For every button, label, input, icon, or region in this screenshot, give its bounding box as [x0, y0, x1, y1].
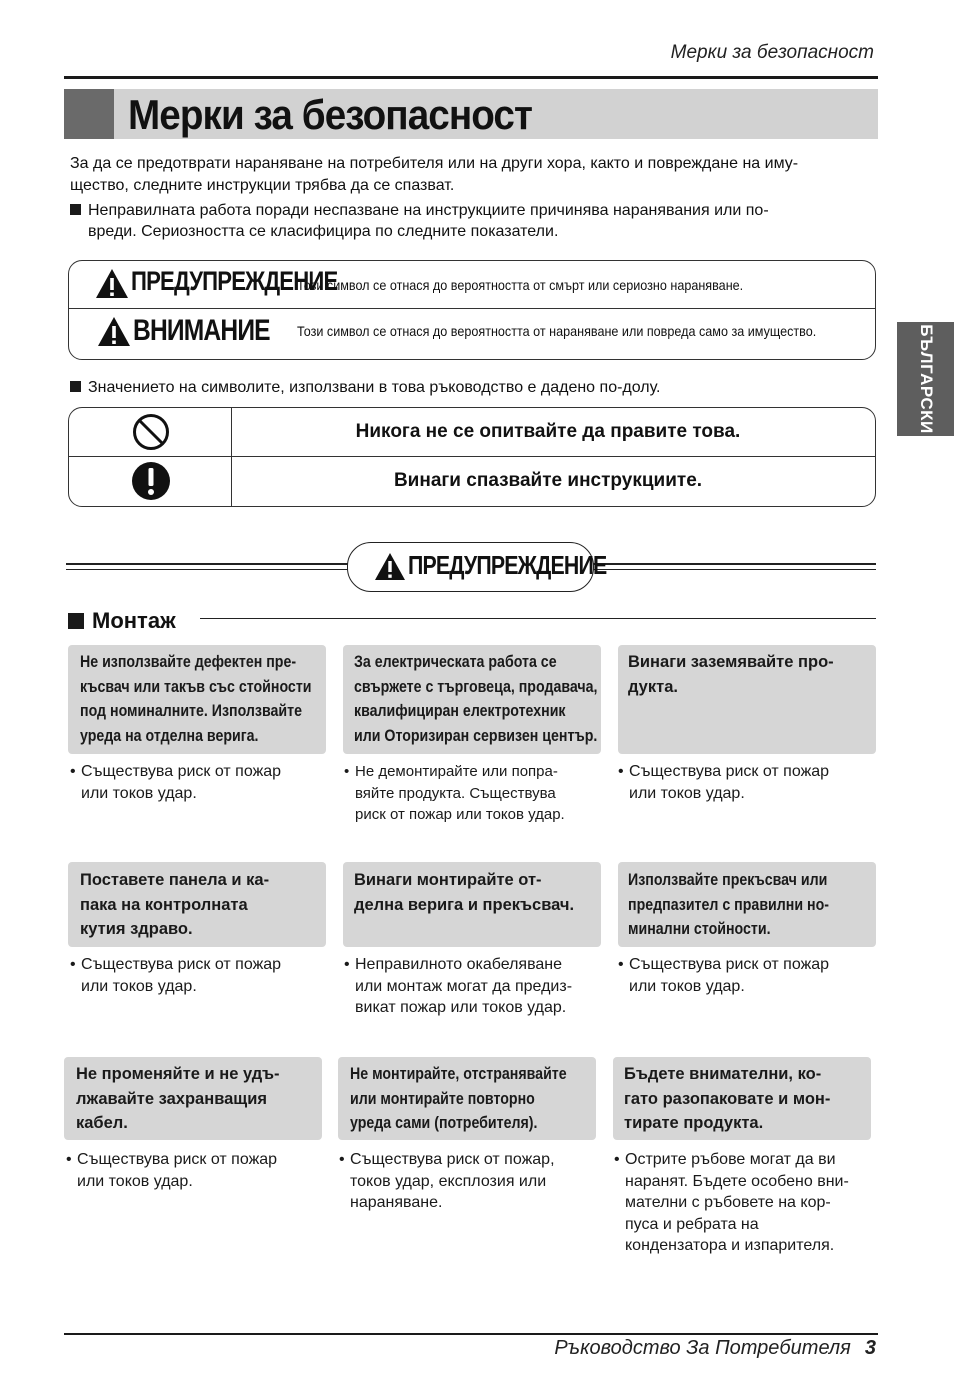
- card-body-line: или монтаж могат да предиз-: [355, 977, 573, 995]
- card-body-line: мателни с ръбовете на кор-: [625, 1194, 831, 1211]
- card-heading-line: Не променяйте и не удъ-: [76, 1065, 280, 1083]
- card-heading-line: минални стойности.: [628, 920, 771, 938]
- card-body: [614, 1149, 849, 1257]
- card-heading-line: късвач или такъв със стойности: [80, 677, 312, 696]
- card-heading: [350, 1062, 599, 1136]
- caution-triangle-icon: [97, 316, 131, 347]
- warning-description: Този символ се отнася до вероятността от смърт или сериозно нараняване.: [297, 277, 744, 293]
- card-heading: [624, 1062, 830, 1136]
- card-heading: [80, 650, 329, 748]
- card-heading-line: За електрическата работа се: [354, 653, 557, 671]
- card-heading-line: Не използвайте дефектен пре-: [80, 653, 297, 671]
- square-bullet-icon: [70, 204, 81, 215]
- card-body-line: Съществува риск от пожар: [81, 763, 282, 780]
- card-body-line: риск от пожар или токов удар.: [355, 806, 565, 823]
- card-heading-line: кутия здраво.: [80, 920, 193, 938]
- card-heading-line: Винаги заземявайте про-: [628, 653, 834, 671]
- card-heading-line: кабел.: [76, 1114, 128, 1132]
- card-heading-line: под номиналните. Използвайте: [80, 702, 302, 720]
- card-heading: [628, 650, 834, 699]
- card-heading-line: гато разопаковате и мон-: [624, 1089, 831, 1108]
- page-title: Мерки за безопасност: [128, 91, 533, 138]
- symbols-intro-text: Значението на символите, използвани в това ръководство е дадено по-долу.: [88, 379, 661, 396]
- intro-paragraph: [70, 153, 870, 197]
- symbol-meaning-never: Никога не се опитвайте да правите това.: [355, 421, 741, 442]
- card-body: [618, 761, 830, 804]
- banner-line-right: [592, 569, 876, 570]
- card-body-line: пуса и ребрата на: [625, 1215, 759, 1233]
- card-heading: [354, 650, 603, 748]
- card-heading: [76, 1062, 280, 1136]
- caution-label: ВНИМАНИЕ: [133, 314, 270, 347]
- card-heading-line: пака на контролната: [80, 895, 248, 914]
- card-body: [339, 1149, 555, 1214]
- prohibition-icon: [131, 412, 171, 452]
- severity-note-line: вреди. Сериозността се класифицира по следните показатели.: [88, 223, 559, 240]
- symbols-intro: [70, 377, 870, 398]
- warning-triangle-icon: [374, 552, 406, 581]
- card-heading-line: квалифициран електротехник: [354, 702, 566, 720]
- section-title: Монтаж: [92, 608, 176, 633]
- legend-divider: [69, 308, 875, 309]
- card-heading-line: или монтирайте повторно: [350, 1089, 535, 1108]
- bullet-dot-icon: •: [618, 956, 624, 973]
- card-body-line: Съществува риск от пожар: [629, 763, 830, 780]
- bullet-dot-icon: •: [70, 956, 76, 973]
- card-body: [70, 954, 282, 997]
- card-body-line: викат пожар или токов удар.: [355, 999, 567, 1016]
- card-body-line: вяйте продукта. Съществува: [355, 784, 556, 802]
- card-body-line: Съществува риск от пожар,: [350, 1151, 555, 1168]
- card-heading-line: уреда сами (потребителя).: [350, 1114, 538, 1132]
- card-body: [618, 954, 830, 997]
- title-accent-block: [64, 89, 114, 139]
- card-heading-line: Бъдете внимателни, ко-: [624, 1065, 822, 1083]
- footer-title: Ръководство За Потребителя: [554, 1337, 851, 1359]
- card-body-line: Съществува риск от пожар: [77, 1151, 278, 1168]
- card-body-line: Съществува риск от пожар: [629, 956, 830, 973]
- card-body-line: или токов удар.: [81, 784, 197, 802]
- banner-line-right: [592, 563, 876, 565]
- warning-triangle-icon: [95, 268, 129, 299]
- card-body-line: или токов удар.: [81, 977, 197, 995]
- card-body-line: кондензатора и изпарителя.: [625, 1237, 835, 1254]
- card-body: [344, 954, 573, 1019]
- bullet-dot-icon: •: [66, 1151, 72, 1168]
- bullet-dot-icon: •: [344, 763, 350, 780]
- square-bullet-icon: [70, 381, 81, 392]
- card-body-line: токов удар, експлозия или: [350, 1172, 547, 1190]
- caution-description: Този символ се отнася до вероятността от нараняване или повреда само за имущество.: [297, 323, 817, 339]
- card-heading-line: Използвайте прекъсвач или: [628, 871, 828, 889]
- card-body-line: Съществува риск от пожар: [81, 956, 282, 973]
- card-heading-line: Поставете панела и ка-: [80, 871, 270, 889]
- card-heading-line: делна верига и прекъсвач.: [354, 895, 575, 914]
- symbol-meaning-always: Винаги спазвайте инструкциите.: [393, 470, 703, 491]
- card-heading-line: уреда на отделна верига.: [80, 726, 259, 745]
- card-body: [66, 1149, 278, 1192]
- severity-note: [70, 200, 870, 242]
- card-body: [344, 761, 565, 826]
- card-body-line: или токов удар.: [629, 784, 745, 802]
- card-heading-line: или Оторизиран сервизен център.: [354, 726, 598, 745]
- card-heading-line: лжавайте захранващия: [76, 1089, 267, 1108]
- card-body-line: Не демонтирайте или попра-: [355, 763, 558, 780]
- header-rule: [64, 76, 878, 79]
- language-tab-label: БЪЛГАРСКИ: [917, 324, 936, 434]
- warning-banner-label: ПРЕДУПРЕЖДЕНИЕ: [408, 550, 607, 580]
- intro-line: За да се предотврати нараняване на потребителя или на други хора, както и повреждане на иму-: [70, 155, 799, 172]
- card-heading: [628, 868, 877, 942]
- card-heading: [80, 868, 269, 942]
- exclamation-icon: [131, 461, 171, 501]
- card-body-line: Неправилното окабеляване: [355, 956, 563, 973]
- section-rule: [200, 618, 876, 619]
- card-body-line: или токов удар.: [629, 977, 745, 995]
- card-heading-line: Не монтирайте, отстранявайте: [350, 1065, 567, 1083]
- square-bullet-icon: [68, 613, 84, 629]
- bullet-dot-icon: •: [614, 1151, 620, 1168]
- section-heading: [68, 608, 176, 634]
- page-number: 3: [864, 1337, 876, 1359]
- card-heading-line: предпазител с правилни но-: [628, 895, 829, 914]
- card-heading-line: свържете с търговеца, продавача,: [354, 677, 598, 696]
- card-heading-line: Винаги монтирайте от-: [354, 871, 542, 889]
- card-heading-line: тирате продукта.: [624, 1114, 764, 1132]
- banner-line-left: [66, 569, 348, 570]
- bullet-dot-icon: •: [70, 763, 76, 780]
- running-header: Мерки за безопасност: [670, 42, 874, 63]
- intro-line: щество, следните инструкции трябва да се спазват.: [70, 177, 455, 194]
- card-body-line: Острите ръбове могат да ви: [625, 1151, 836, 1168]
- footer-rule: [64, 1333, 878, 1335]
- card-body-line: наранят. Бъдете особено вни-: [625, 1172, 849, 1190]
- warning-label: ПРЕДУПРЕЖДЕНИЕ: [131, 266, 338, 296]
- severity-note-line: Неправилната работа поради неспазване на инструкциите причинява наранявания или по-: [88, 202, 769, 219]
- card-body-line: или токов удар.: [77, 1172, 193, 1190]
- card-heading-line: дукта.: [628, 677, 678, 696]
- card-heading: [354, 868, 574, 917]
- bullet-dot-icon: •: [339, 1151, 345, 1168]
- bullet-dot-icon: •: [618, 763, 624, 780]
- bullet-dot-icon: •: [344, 956, 350, 973]
- symbols-row-divider: [69, 456, 875, 457]
- card-body-line: нараняване.: [350, 1194, 443, 1211]
- footer: [554, 1337, 876, 1360]
- card-body: [70, 761, 282, 804]
- banner-line-left: [66, 563, 348, 565]
